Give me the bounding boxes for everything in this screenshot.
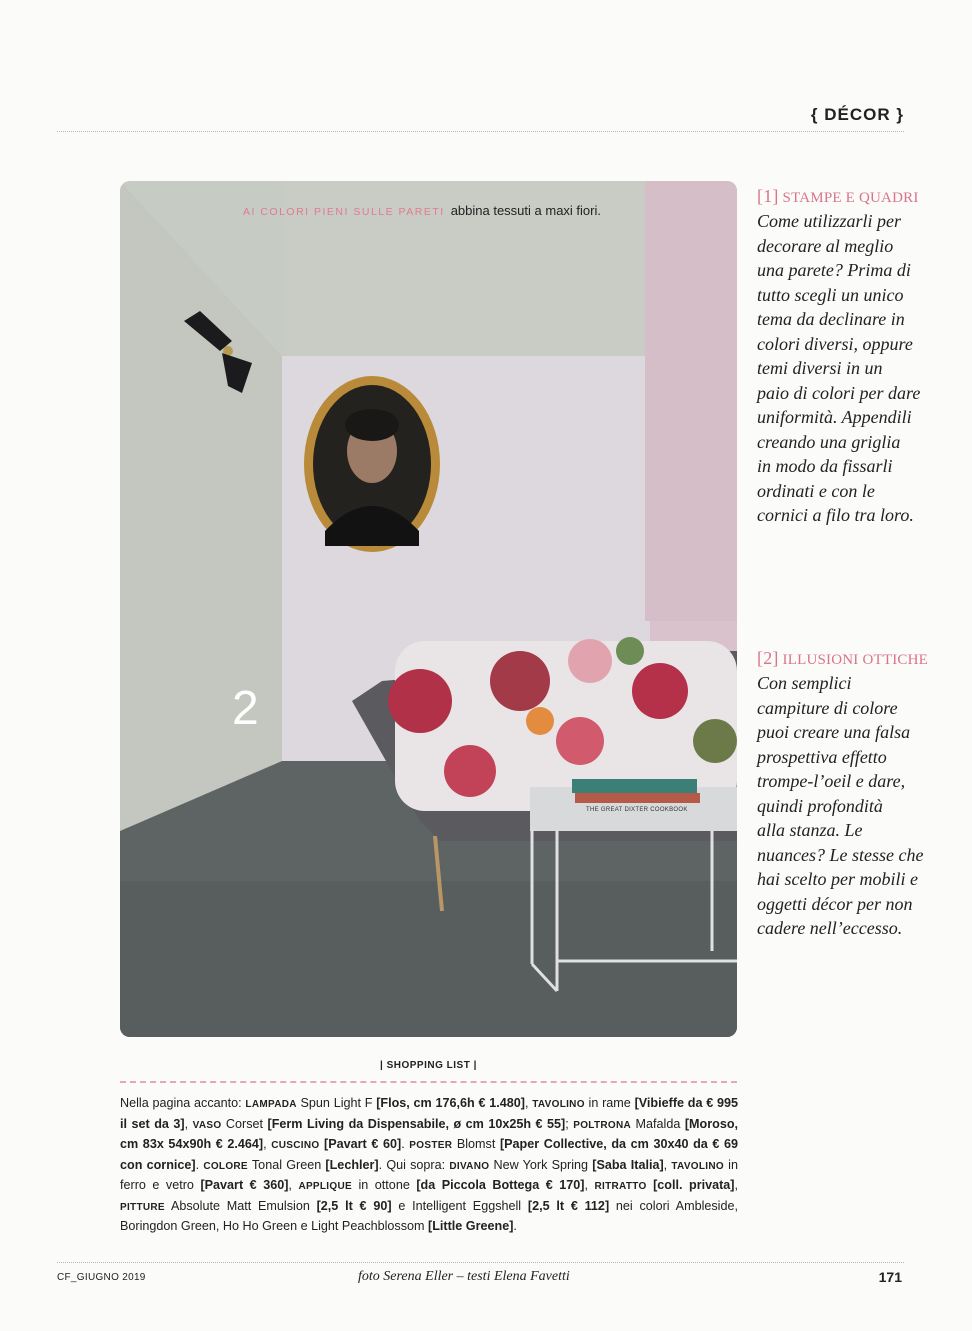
txt: . — [195, 1157, 204, 1172]
bottom-divider — [57, 1262, 904, 1263]
body-line: Con semplici — [757, 673, 852, 693]
item-label: COLORE — [203, 1160, 248, 1172]
item-label: PITTURE — [120, 1201, 165, 1213]
caption-lead: AI COLORI PIENI SULLE PARETI — [243, 206, 445, 218]
section-title — [757, 648, 967, 669]
body-line: nuances? Le stesse che — [757, 844, 924, 865]
txt: . — [513, 1219, 517, 1233]
body-line: colori diversi, oppure — [757, 333, 913, 354]
txt: , — [288, 1178, 299, 1192]
txt: , — [584, 1178, 595, 1192]
txt: , — [263, 1137, 272, 1151]
item-source: [Pavart € 60] — [324, 1137, 402, 1151]
item-source: [Lechler] — [325, 1157, 379, 1172]
shopping-list-divider — [120, 1081, 737, 1083]
item-label: LAMPADA — [245, 1099, 297, 1110]
txt: . — [401, 1137, 410, 1151]
section-tag: { DÉCOR } — [810, 105, 904, 124]
top-divider — [57, 131, 904, 132]
item-source: [Vibieffe da € 995 il set da 3] — [120, 1096, 738, 1131]
book-title: THE GREAT DIXTER COOKBOOK — [586, 807, 688, 813]
txt: . Qui sopra: — [378, 1157, 450, 1172]
item-label: POLTRONA — [573, 1119, 632, 1131]
txt: e Intelligent Eggshell — [391, 1198, 528, 1213]
shopping-list-heading: | SHOPPING LIST | — [380, 1060, 477, 1071]
txt: , — [734, 1178, 738, 1192]
section-heading: ILLUSIONI OTTICHE — [782, 652, 929, 668]
item-label: DIVANO — [449, 1160, 490, 1172]
body-line: creando una griglia — [757, 431, 901, 452]
section-stampe-quadri — [757, 186, 967, 528]
page-number: 171 — [878, 1269, 902, 1285]
item-source: [Paper Collective, da cm 30x40 da € 69 con cornice] — [120, 1137, 739, 1172]
body-line: una parete? Prima di — [757, 260, 911, 280]
body-line: puoi creare una falsa — [757, 722, 911, 742]
item-source: [Flos, cm 176,6h € 1.480] — [376, 1096, 525, 1110]
photo-number: 2 — [232, 682, 259, 735]
body-line: uniformità. Appendili — [757, 407, 912, 427]
item-source: [da Piccola Bottega € 170] — [416, 1178, 585, 1192]
room-photo — [120, 181, 737, 1037]
body-line: paio di colori per dare — [757, 382, 921, 403]
txt: Nella pagina accanto: — [120, 1096, 246, 1110]
txt: Blomst — [452, 1137, 500, 1151]
txt: Mafalda — [631, 1116, 685, 1131]
body-line: trompe-l’oeil e dare, — [757, 771, 906, 791]
section-number: [1] — [757, 186, 779, 206]
body-line: cadere nell’eccesso. — [757, 918, 903, 938]
item-label: TAVOLINO — [671, 1160, 724, 1172]
body-line: alla stanza. Le — [757, 820, 863, 840]
body-line: quindi profondità — [757, 795, 883, 816]
section-heading: STAMPE E QUADRI — [782, 190, 919, 206]
txt: Corset — [221, 1116, 268, 1131]
room-illustration — [120, 181, 737, 1037]
txt: , — [524, 1096, 533, 1110]
txt: Tonal Green — [247, 1157, 326, 1172]
item-source: [Little Greene] — [428, 1219, 514, 1233]
item-source: [Ferm Living da Dispensabile, ø cm 10x25h € 55] — [267, 1116, 566, 1131]
section-illusioni-ottiche — [757, 648, 967, 941]
txt: in rame — [584, 1096, 635, 1110]
oval-portrait — [304, 376, 440, 552]
body-line: prospettiva effetto — [757, 746, 887, 767]
item-source: [2,5 lt € 112] — [527, 1198, 610, 1213]
item-label: POSTER — [409, 1140, 453, 1151]
item-label: CUSCINO — [271, 1140, 320, 1151]
body-line: temi diversi in un — [757, 358, 883, 378]
body-line: oggetti décor per non — [757, 893, 913, 914]
item-label: RITRATTO — [594, 1181, 647, 1192]
photo-credits: foto Serena Eller – testi Elena Favetti — [358, 1269, 570, 1284]
txt: in ottone — [351, 1178, 417, 1192]
body-line: cornici a filo tra loro. — [757, 505, 914, 525]
txt: New York Spring — [489, 1157, 593, 1172]
txt: , — [184, 1116, 193, 1131]
body-line: Come utilizzarli per — [757, 211, 902, 231]
item-source: [coll. privata] — [653, 1178, 735, 1192]
item-label: VASO — [192, 1119, 222, 1131]
body-line: in modo da fissarli — [757, 456, 893, 476]
txt: in ferro e vetro — [120, 1157, 738, 1192]
item-source: [Moroso, cm 83x 54x90h € 2.464] — [120, 1116, 739, 1151]
item-source: [Saba Italia] — [592, 1157, 664, 1172]
body-line: campiture di colore — [757, 697, 898, 718]
txt: , — [663, 1157, 672, 1172]
body-line: decorare al meglio — [757, 235, 894, 256]
item-source: [2,5 lt € 90] — [316, 1198, 392, 1213]
item-label: APPLIQUE — [298, 1181, 352, 1192]
item-label: TAVOLINO — [532, 1099, 585, 1110]
txt: Spun Light F — [296, 1096, 377, 1110]
caption-rest: abbina tessuti a maxi fiori. — [450, 203, 601, 218]
txt: ; — [565, 1116, 574, 1131]
photo-caption — [243, 203, 601, 218]
body-line: tutto scegli un unico — [757, 284, 904, 305]
section-body — [757, 671, 967, 941]
body-line: tema da declinare in — [757, 309, 905, 329]
section-title — [757, 186, 967, 207]
section-number: [2] — [757, 648, 779, 668]
section-body — [757, 209, 967, 528]
issue-label: CF_GIUGNO 2019 — [57, 1272, 146, 1283]
body-line: ordinati e con le — [757, 480, 875, 501]
txt: Absolute Matt Emulsion — [164, 1198, 317, 1213]
item-source: [Pavart € 360] — [200, 1178, 289, 1192]
shopping-list-text — [120, 1094, 738, 1237]
txt: nei colori Ambleside, Boringdon Green, Ho Ho Green e Light Peachblossom — [120, 1198, 738, 1233]
body-line: hai scelto per mobili e — [757, 869, 918, 889]
